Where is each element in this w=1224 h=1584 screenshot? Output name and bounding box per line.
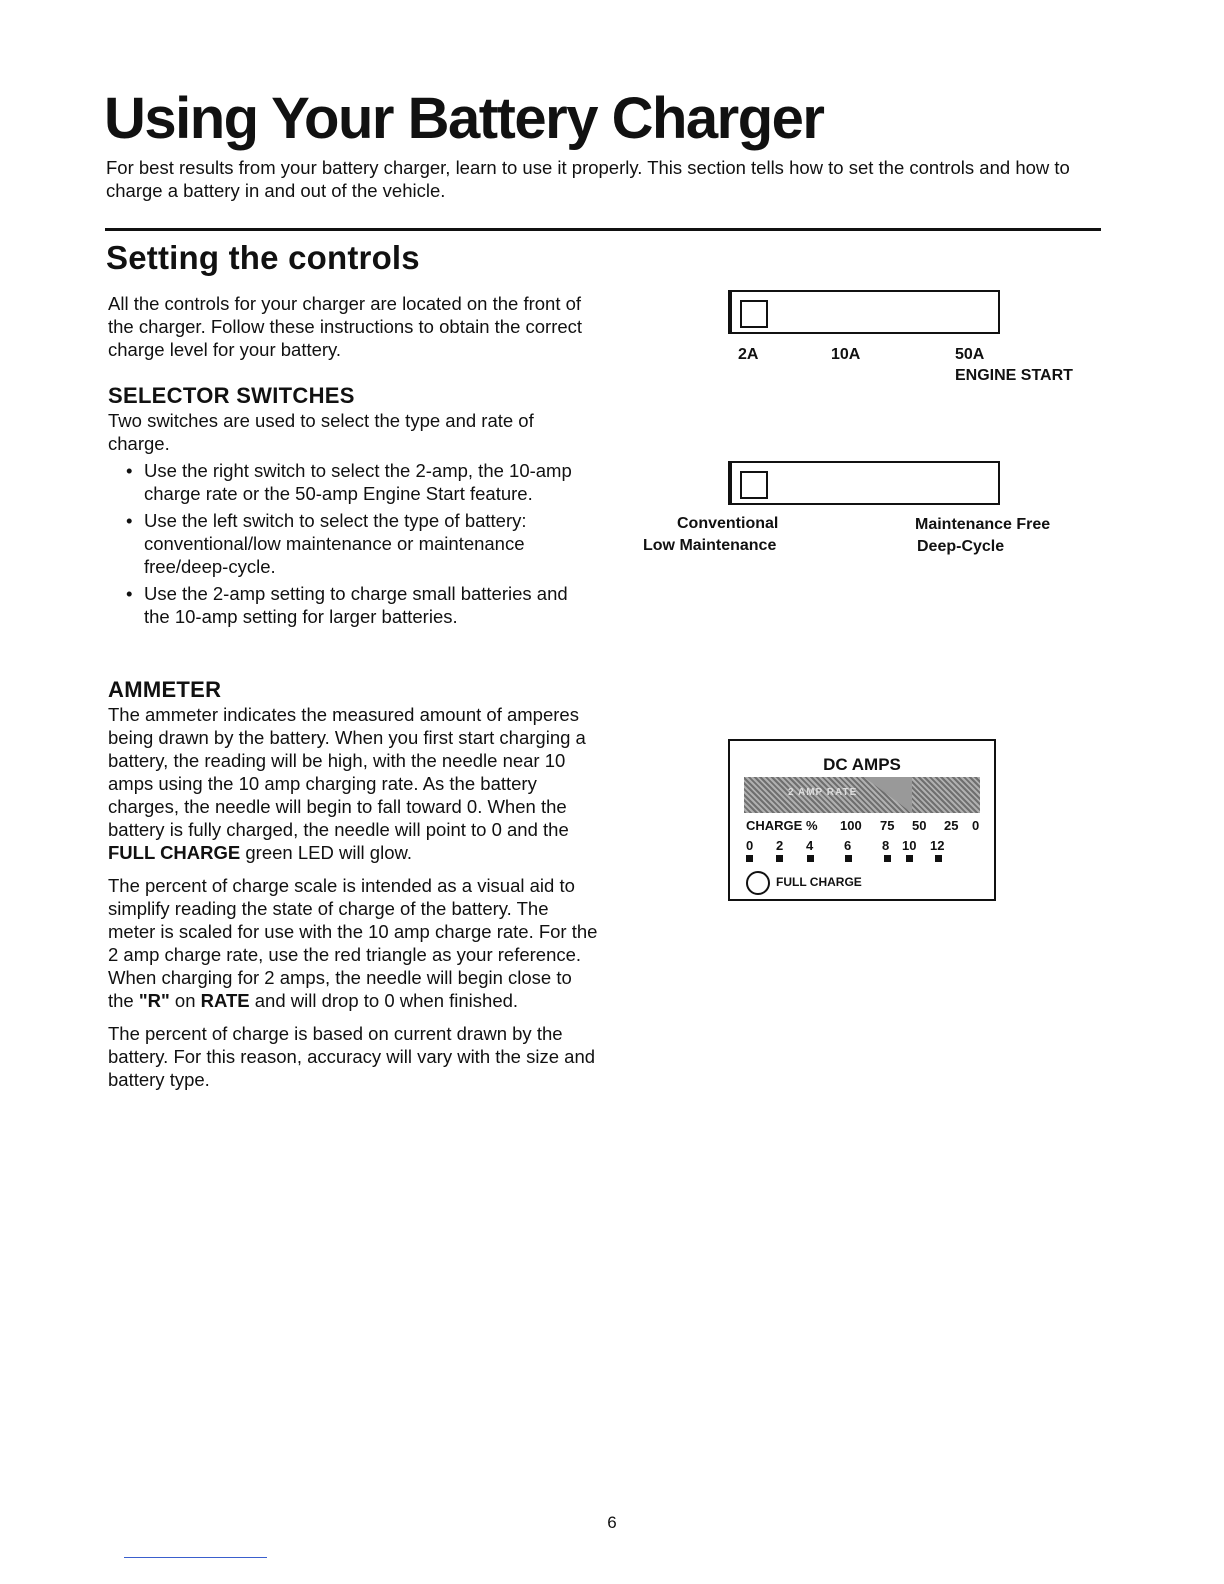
amp-tick: 12 <box>930 838 945 853</box>
amp-tick: 4 <box>806 838 814 853</box>
rate-triangle-icon <box>864 777 912 813</box>
full-charge-label: FULL CHARGE <box>776 875 862 889</box>
amp-tick: 2 <box>776 838 784 853</box>
rate-label-2a: 2A <box>738 346 759 363</box>
selector-text: Two switches are used to select the type and rate of charge. <box>108 410 534 454</box>
ammeter-diagram <box>728 739 996 901</box>
section-heading: Setting the controls <box>106 239 420 276</box>
tick-mark-icon <box>906 855 913 862</box>
list-item: • Use the right switch to select the 2-amp, the 10-amp charge rate or the 50-amp Engine Start feature. <box>126 460 572 504</box>
amp-tick: 8 <box>882 838 890 853</box>
ammeter-section <box>108 677 598 1091</box>
switch-knob-icon <box>740 471 768 499</box>
percent-scale <box>746 818 982 834</box>
section-divider <box>105 228 1101 231</box>
type-label-deep-cycle: Deep-Cycle <box>917 538 1005 555</box>
selector-heading: SELECTOR SWITCHES <box>108 383 355 408</box>
charge-label: CHARGE % <box>746 818 818 833</box>
type-label-maintenance-free: Maintenance Free <box>915 516 1051 533</box>
intro-paragraph: For best results from your battery charger, learn to use it properly. This section tells how to set the controls and how to charge a battery in and out of the vehicle. <box>106 157 1070 201</box>
list-item: • Use the left switch to select the type of battery: conventional/low maintenance or maintenance free/deep-cycle. <box>126 510 527 577</box>
ammeter-heading: AMMETER <box>108 677 222 702</box>
tick-mark-icon <box>807 855 814 862</box>
list-item: • Use the 2-amp setting to charge small batteries and the 10-amp setting for larger batteries. <box>126 583 568 627</box>
controls-intro-text: All the controls for your charger are located on the front of the charger. Follow these instructions to obtain the correct charge level for your battery. <box>108 293 583 360</box>
rate-label-50a: 50A <box>955 346 985 363</box>
switch-knob-icon <box>740 300 768 328</box>
tick-mark-icon <box>746 855 753 862</box>
amp-scale <box>746 838 982 854</box>
ammeter-paragraph-3: The percent of charge is based on current drawn by the battery. For this reason, accuracy will vary with the size and battery type. <box>108 1023 596 1090</box>
rate-label-engine-start: ENGINE START <box>955 367 1073 384</box>
page-number: 6 <box>607 1513 617 1532</box>
rate-selector-switch <box>728 290 1000 334</box>
percent-tick: 25 <box>944 818 959 833</box>
ammeter-paragraph-1: The ammeter indicates the measured amount of amperes being drawn by the battery. When you first start charging a battery, the reading will be high, with the needle near 10 amps using the 10 amp charging rate. As the battery charges, the needle will begin to fall toward 0. When the battery is fully charged, the needle will point to 0 and the FULL CHARGE green LED will glow. <box>108 704 586 863</box>
rate-label-10a: 10A <box>831 346 861 363</box>
tick-mark-icon <box>845 855 852 862</box>
percent-tick: 50 <box>912 818 927 833</box>
meter-rate-label: 2 AMP RATE <box>788 787 858 798</box>
percent-tick: 0 <box>972 818 980 833</box>
footer-line <box>124 1557 267 1558</box>
tick-mark-icon <box>935 855 942 862</box>
tick-mark-icon <box>884 855 891 862</box>
selector-section <box>108 383 598 632</box>
type-label-low-maintenance: Low Maintenance <box>643 537 777 554</box>
selector-bullet-list <box>108 459 598 628</box>
amp-tick: 0 <box>746 838 754 853</box>
tick-mark-icon <box>776 855 783 862</box>
percent-tick: 100 <box>840 818 862 833</box>
amp-tick: 10 <box>902 838 917 853</box>
type-label-conventional: Conventional <box>677 515 779 532</box>
battery-type-switch <box>728 461 1000 505</box>
amp-tick: 6 <box>844 838 852 853</box>
full-charge-led-icon <box>746 871 770 895</box>
percent-tick: 75 <box>880 818 895 833</box>
meter-title: DC AMPS <box>823 755 901 774</box>
page-title: Using Your Battery Charger <box>104 86 824 151</box>
controls-intro <box>108 292 598 361</box>
meter-scale-band <box>744 777 980 813</box>
tick-marks <box>746 855 982 863</box>
ammeter-paragraph-2: The percent of charge scale is intended as a visual aid to simplify reading the state of charge of the battery. The meter is scaled for use with the 10 amp charge rate. For the 2 amp charge rate, use the red triangle as your reference. When charging for 2 amps, the needle will begin close to the "R" on RATE and will drop to 0 when finished. <box>108 875 598 1011</box>
